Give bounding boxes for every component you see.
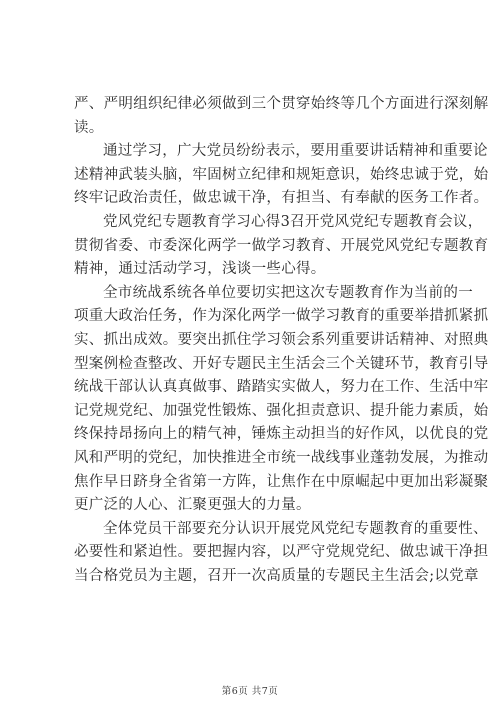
paragraph-first-line: 全市统战系统各单位要切实把这次专题教育作为当前的一 <box>103 284 473 301</box>
text-line: 焦作早日跻身全省第一方阵，让焦作在中原崛起中更加出彩凝聚 <box>74 473 489 490</box>
text-line: 统战干部认认真真做事、踏踏实实做人，努力在工作、生活中牢 <box>74 379 489 396</box>
text-line: 述精神武装头脑，牢固树立纪律和规矩意识，始终忠诚于党，始 <box>74 166 489 183</box>
page-footer: 第6页 共7页 <box>221 686 279 697</box>
text-line: 更广泛的人心、汇聚更强大的力量。 <box>74 497 311 514</box>
paragraph-first-line: 全体党员干部要充分认识开展党风党纪专题教育的重要性、 <box>103 520 488 537</box>
text-line: 严、严明组织纪律必须做到三个贯穿始终等几个方面进行深刻解 <box>74 96 489 112</box>
text-line: 项重大政治任务，作为深化两学一做学习教育的重要举措抓紧抓 <box>74 308 489 325</box>
text-line: 必要性和紧迫性。要把握内容，以严守党规党纪、做忠诚干净担 <box>74 544 489 561</box>
text-line: 实、抓出成效。要突出抓住学习领会系列重要讲话精神、对照典 <box>74 331 489 348</box>
text-line: 终牢记政治责任，做忠诚干净，有担当、有奉献的医务工作者。 <box>74 190 489 207</box>
text-line: 风和严明的党纪，加快推进全市统一战线事业蓬勃发展，为推动 <box>74 449 489 466</box>
text-line: 当合格党员为主题，召开一次高质量的专题民主生活会;以党章 <box>74 567 479 584</box>
text-line: 精神，通过活动学习，浅谈一些心得。 <box>74 261 326 278</box>
text-line: 记党规党纪、加强党性锻炼、强化担责意识、提升能力素质，始 <box>74 402 489 419</box>
document-body <box>74 93 489 588</box>
text-line: 贯彻省委、市委深化两学一做学习教育、开展党风党纪专题教育 <box>74 237 489 254</box>
paragraph-first-line: 通过学习，广大党员纷纷表示，要用重要讲话精神和重要论 <box>103 143 488 160</box>
text-line: 终保持昂扬向上的精气神，锤炼主动担当的好作风，以优良的党 <box>74 426 489 443</box>
paragraph-first-line: 党风党纪专题教育学习心得3召开党风党纪专题教育会议， <box>103 213 483 230</box>
text-line: 读。 <box>74 119 104 136</box>
text-line: 型案例检查整改、开好专题民主生活会三个关键环节，教育引导 <box>74 355 489 372</box>
